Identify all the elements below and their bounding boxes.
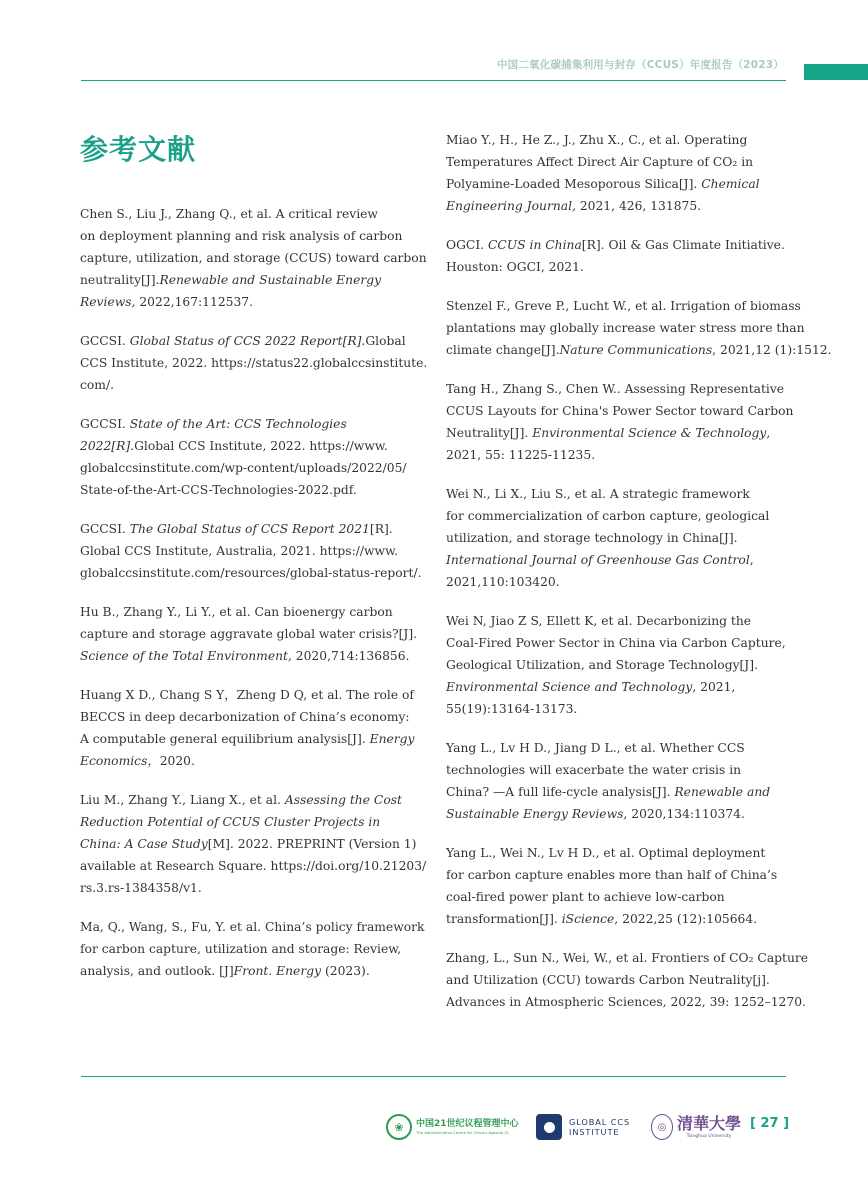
reference-text: Temperatures Affect Direct Air Capture of CO₂ in xyxy=(446,155,754,169)
reference-text: Global xyxy=(365,334,406,348)
reference-entry xyxy=(446,483,796,593)
reference-text: A computable general equilibrium analysis[J]. xyxy=(80,732,370,746)
reference-entry xyxy=(80,413,430,501)
reference-text: com/. xyxy=(80,378,115,392)
reference-text: Huang X D., Chang S Y，Zheng D Q, et al. The role of xyxy=(80,688,414,702)
reference-text: [M]. 2022. PREPRINT (Version 1) xyxy=(207,837,417,851)
reference-text: climate change[J]. xyxy=(446,343,560,357)
reference-text: capture and storage aggravate global water crisis?[J]. xyxy=(80,627,418,641)
page-number: [ 27 ] xyxy=(750,1116,790,1131)
reference-text: Chen S., Liu J., Zhang Q., et al. A critical review xyxy=(80,207,378,221)
reference-text: transformation[J]. xyxy=(446,912,562,926)
running-header: 中国二氧化碳捕集利用与封存（CCUS）年度报告（2023） xyxy=(496,59,784,71)
reference-entry xyxy=(446,737,796,825)
reference-italic-text: The Global Status of CCS Report 2021 xyxy=(129,522,370,536)
reference-text: rs.3.rs-1384358/v1. xyxy=(80,881,202,895)
gcci-mark-icon xyxy=(536,1114,562,1140)
reference-text: Tang H., Zhang S., Chen W.. Assessing Representative xyxy=(446,382,785,396)
reference-entry xyxy=(80,518,430,584)
acca21-emblem-icon: ❀ xyxy=(386,1114,412,1140)
tsinghua-seal-icon: ◎ xyxy=(651,1114,673,1140)
reference-italic-text: iScience xyxy=(561,912,615,926)
reference-text: Coal-Fired Power Sector in China via Carbon Capture, xyxy=(446,636,786,650)
reference-entry xyxy=(80,601,430,667)
reference-text: OGCI. xyxy=(446,238,488,252)
reference-text: for carbon capture, utilization and storage: Review, xyxy=(80,942,402,956)
reference-text: GCCSI. xyxy=(80,334,130,348)
reference-text: CCS Institute, 2022. https://status22.globalccsinstitute. xyxy=(80,356,428,370)
reference-text: 2021, 55: 11225-11235. xyxy=(446,448,596,462)
reference-text: Ma, Q., Wang, S., Fu, Y. et al. China’s policy framework xyxy=(80,920,425,934)
reference-italic-text: Science of the Total Environment, xyxy=(80,649,292,663)
reference-text: 2022,167:112537. xyxy=(135,295,254,309)
reference-text: State-of-the-Art-CCS-Technologies-2022.pdf. xyxy=(80,483,357,497)
reference-text: Wei N, Jiao Z S, Ellett K, et al. Decarbonizing the xyxy=(446,614,752,628)
reference-text: Houston: OGCI, 2021. xyxy=(446,260,584,274)
reference-text: [R]. Oil & Gas Climate Initiative. xyxy=(581,238,785,252)
acca21-name-en: The Administrative Centre for China's Agenda 21 xyxy=(416,1130,510,1135)
global-ccs-institute-logo xyxy=(536,1112,636,1142)
reference-text: Geological Utilization, and Storage Technology[J]. xyxy=(446,658,758,672)
reference-text: , 2022,25 (12):105664. xyxy=(614,912,758,926)
reference-text: , 2021, xyxy=(692,680,736,694)
reference-text: Miao Y., H., He Z., J., Zhu X., C., et al. Operating xyxy=(446,133,748,147)
tsinghua-name-en: Tsinghua University xyxy=(686,1133,732,1139)
reference-text: Advances in Atmospheric Sciences, 2022, 39: 1252–1270. xyxy=(446,995,806,1009)
acca21-logo xyxy=(386,1112,526,1142)
references-left-column xyxy=(80,203,430,999)
reference-italic-text: Economics， xyxy=(80,754,160,768)
reference-text: for carbon capture enables more than half of China’s xyxy=(446,868,778,882)
reference-entry xyxy=(80,203,430,313)
reference-italic-text: Front. Energy xyxy=(233,964,322,978)
reference-text: , 2021,12 (1):1512. xyxy=(712,343,832,357)
reference-text: 2021,110:103420. xyxy=(446,575,560,589)
gcci-line2: INSTITUTE xyxy=(569,1127,620,1137)
reference-text: , xyxy=(766,426,771,440)
reference-entry xyxy=(446,378,796,466)
reference-italic-text: Reduction Potential of CCUS Cluster Projects in xyxy=(80,815,381,829)
references-right-column xyxy=(446,129,832,1030)
reference-entry xyxy=(446,129,796,217)
reference-text: GCCSI. xyxy=(80,522,130,536)
reference-entry xyxy=(446,234,796,278)
reference-text: neutrality[J]. xyxy=(80,273,160,287)
reference-text: globalccsinstitute.com/wp-content/uploads/2022/05/ xyxy=(80,461,407,475)
reference-entry xyxy=(446,842,796,930)
reference-text: Wei N., Li X., Liu S., et al. A strategic framework xyxy=(446,487,750,501)
reference-text: on deployment planning and risk analysis of carbon xyxy=(80,229,403,243)
reference-italic-text: CCUS in China xyxy=(488,238,582,252)
reference-text: Yang L., Lv H D., Jiang D L., et al. Whether CCS xyxy=(446,741,745,755)
reference-italic-text: Environmental Science & Technology xyxy=(532,426,767,440)
reference-text: CCUS Layouts for China's Power Sector toward Carbon xyxy=(446,404,794,418)
header-accent-tab xyxy=(804,64,868,80)
reference-text: Neutrality[J]. xyxy=(446,426,533,440)
reference-text: BECCS in deep decarbonization of China’s economy: xyxy=(80,710,410,724)
reference-italic-text: Environmental Science and Technology xyxy=(446,680,693,694)
reference-italic-text: International Journal of Greenhouse Gas Control xyxy=(446,553,750,567)
reference-entry xyxy=(80,330,430,396)
acca21-name-cn: 中国21世纪议程管理中心 xyxy=(416,1119,519,1129)
reference-italic-text: Assessing the Cost xyxy=(284,793,402,807)
reference-text: analysis, and outlook. [J] xyxy=(80,964,234,978)
reference-text: 2020. xyxy=(159,754,195,768)
reference-text: 2020,714:136856. xyxy=(291,649,410,663)
reference-italic-text: Renewable and Sustainable Energy xyxy=(159,273,382,287)
reference-text: China? —A full life-cycle analysis[J]. xyxy=(446,785,675,799)
reference-text: coal-fired power plant to achieve low-carbon xyxy=(446,890,725,904)
reference-italic-text: 2022[R]. xyxy=(80,439,135,453)
reference-italic-text: China: A Case Study xyxy=(80,837,208,851)
reference-text: capture, utilization, and storage (CCUS) toward carbon xyxy=(80,251,427,265)
reference-text: Zhang, L., Sun N., Wei, W., et al. Frontiers of CO₂ Capture xyxy=(446,951,809,965)
reference-entry xyxy=(446,610,796,720)
reference-italic-text: Sustainable Energy Reviews xyxy=(446,807,624,821)
tsinghua-logo xyxy=(651,1110,741,1144)
reference-text: utilization, and storage technology in China[J]. xyxy=(446,531,738,545)
reference-entry xyxy=(80,916,430,982)
reference-text: Hu B., Zhang Y., Li Y., et al. Can bioenergy carbon xyxy=(80,605,393,619)
reference-entry xyxy=(446,295,832,361)
reference-text: Liu M., Zhang Y., Liang X., et al. xyxy=(80,793,285,807)
reference-text: plantations may globally increase water stress more than xyxy=(446,321,805,335)
reference-text: available at Research Square. https://doi.org/10.21203/ xyxy=(80,859,427,873)
footer-divider xyxy=(81,1076,786,1077)
reference-italic-text: Reviews, xyxy=(80,295,136,309)
reference-text: for commercialization of carbon capture, geological xyxy=(446,509,770,523)
reference-text: Polyamine-Loaded Mesoporous Silica[J]. xyxy=(446,177,702,191)
reference-text: (2023). xyxy=(321,964,370,978)
gcci-line1: GLOBAL CCS xyxy=(569,1117,631,1127)
reference-text: globalccsinstitute.com/resources/global-status-report/. xyxy=(80,566,422,580)
page-title: 参考文献 xyxy=(80,133,197,166)
reference-italic-text: Energy xyxy=(369,732,415,746)
reference-text: [R]. xyxy=(369,522,393,536)
reference-text: technologies will exacerbate the water crisis in xyxy=(446,763,742,777)
footer xyxy=(0,1108,868,1148)
tsinghua-name-cn: 清華大學 xyxy=(676,1113,741,1133)
reference-italic-text: Engineering Journal, xyxy=(446,199,576,213)
reference-italic-text: Chemical xyxy=(701,177,760,191)
header-divider xyxy=(81,80,786,81)
reference-text: Stenzel F., Greve P., Lucht W., et al. Irrigation of biomass xyxy=(446,299,801,313)
reference-text: , 2020,134:110374. xyxy=(623,807,745,821)
reference-entry xyxy=(446,947,809,1013)
reference-italic-text: Global Status of CCS 2022 Report[R]. xyxy=(129,334,366,348)
reference-text: Global CCS Institute, Australia, 2021. https://www. xyxy=(80,544,399,558)
reference-italic-text: State of the Art: CCS Technologies xyxy=(129,417,347,431)
reference-text: and Utilization (CCU) towards Carbon Neutrality[j]. xyxy=(446,973,770,987)
reference-entry xyxy=(80,789,430,899)
reference-text: Global CCS Institute, 2022. https://www. xyxy=(134,439,388,453)
reference-italic-text: Renewable and xyxy=(674,785,771,799)
reference-text: Yang L., Wei N., Lv H D., et al. Optimal deployment xyxy=(446,846,766,860)
reference-text: 55(19):13164-13173. xyxy=(446,702,578,716)
reference-text: 2021, 426, 131875. xyxy=(575,199,702,213)
reference-italic-text: Nature Communications xyxy=(559,343,713,357)
reference-text: , xyxy=(749,553,754,567)
reference-text: GCCSI. xyxy=(80,417,130,431)
reference-entry xyxy=(80,684,430,772)
